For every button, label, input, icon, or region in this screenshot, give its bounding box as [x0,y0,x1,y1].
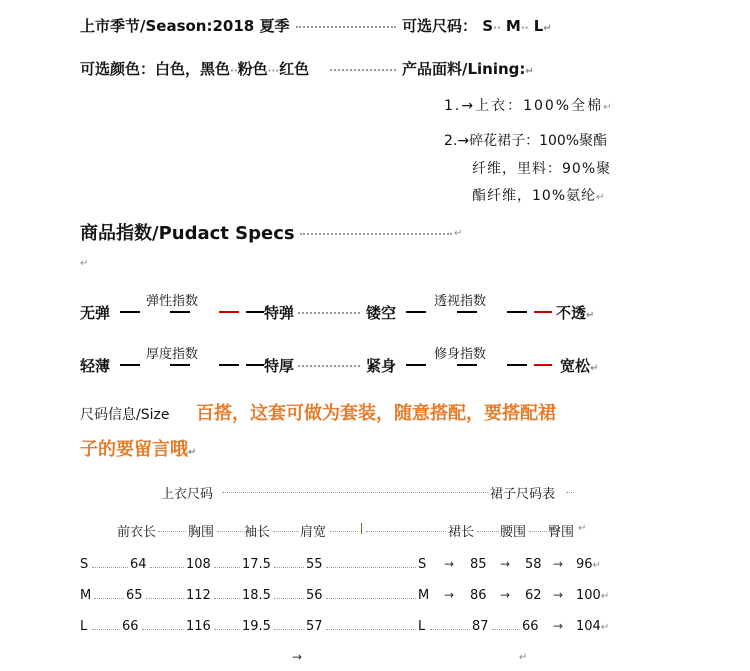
spec-transparency-title: 透视指数 [434,294,487,309]
fabric-line-1: 1.→上衣：100%全棉↵ [444,98,614,114]
cell-chest: 108 [186,557,211,572]
tab-arrow: → [553,588,564,602]
dotted-leader [146,598,184,599]
return-mark: ↵ [454,228,463,239]
top-size-title: 上衣尺码 [161,487,214,502]
row-skirt-size-l: L [418,619,426,634]
dotted-leader [158,531,186,532]
size-info-label: 尺码信息/Size [80,407,170,423]
tab-arrow: → [553,557,564,571]
tab-arrow: → [444,557,455,571]
spec-elasticity-low: 无弹 [80,304,111,322]
dotted-leader [222,492,488,493]
dotted-leader [298,312,360,314]
fabric-label: 产品面料/Lining:↵ [402,60,534,78]
scale-dash [457,364,477,366]
specs-title: 商品指数/Pudact Specs [80,223,295,244]
dotted-leader [477,531,499,532]
cell-hip: 100↵ [576,588,610,603]
tab-arrow: → [500,588,511,602]
scale-marker-selected [534,311,552,313]
fabric-line-3: 纤维，里料：90%聚 [472,161,612,177]
dotted-leader [274,598,304,599]
cell-waist: 58 [525,557,542,572]
tab-arrow: → [292,650,303,664]
tab-arrow: → [553,619,564,633]
dotted-leader [529,531,547,532]
scale-marker-selected [219,311,239,313]
season-value: 2018 夏季 [212,17,290,35]
scale-dash [120,311,140,313]
scale-dash [170,364,190,366]
cell-front-length: 65 [126,588,143,603]
cell-skirt-length: 87 [472,619,489,634]
header-sleeve: 袖长 [244,525,271,540]
scale-dash [406,364,426,366]
dotted-leader [298,365,360,367]
size-option-s: S [482,17,494,35]
dotted-leader [366,531,446,532]
color-red: 红色 [279,60,310,78]
header-front-length: 前衣长 [117,525,157,540]
scale-dash [246,364,264,366]
cell-shoulder: 57 [306,619,323,634]
dotted-leader [330,69,396,71]
dotted-leader [217,531,243,532]
cell-shoulder: 56 [306,588,323,603]
color-pink: 粉色 [237,60,268,78]
cell-chest: 116 [186,619,211,634]
cell-sleeve: 17.5 [242,557,271,572]
size-note-line-2: 子的要留言哦↵ [80,439,197,460]
header-shoulder: 肩宽 [300,525,327,540]
dotted-leader [430,629,470,630]
dotted-leader [92,629,120,630]
colors-line: 可选颜色：白色，黑色··粉色···红色 [80,60,310,78]
sizes-line: 可选尺码： S·· M·· L↵ [402,17,552,35]
colors-label: 可选颜色： [80,60,156,78]
row-size-l: L [80,619,88,634]
cell-chest: 112 [186,588,211,603]
season-line [80,15,289,36]
scale-dash [507,364,527,366]
scale-dash [170,311,190,313]
colors-value: 白色，黑色 [155,60,231,78]
scale-dash [219,364,239,366]
dotted-leader [326,598,416,599]
spec-thickness-title: 厚度指数 [146,347,199,362]
dotted-leader [214,598,240,599]
cell-sleeve: 18.5 [242,588,271,603]
cell-sleeve: 19.5 [242,619,271,634]
dotted-leader [296,26,396,28]
column-separator [361,523,362,534]
size-note-line-1: 百搭，这套可做为套装，随意搭配，要搭配裙 [196,403,556,424]
cell-shoulder: 55 [306,557,323,572]
row-size-m: M [80,588,92,603]
return-mark: ↵ [519,652,528,663]
spec-thickness-high: 特厚 [264,357,295,375]
scale-dash [507,311,527,313]
scale-dash [457,311,477,313]
tab-arrow: → [444,588,455,602]
row-size-s: S [80,557,89,572]
dotted-leader [566,492,574,493]
dotted-leader [492,629,520,630]
spec-transparency-low: 镂空 [366,304,397,322]
header-waist: 腰围 [500,525,527,540]
row-skirt-size-s: S [418,557,427,572]
cell-front-length: 66 [122,619,139,634]
skirt-size-title: 裙子尺码表 [490,487,556,502]
size-option-l: L [533,17,544,35]
return-mark: ↵ [578,523,587,534]
fabric-line-4: 酯纤维，10%氨纶↵ [472,188,606,204]
header-skirt-length: 裙长 [448,525,475,540]
season-label: 上市季节/Season: [80,17,213,35]
dotted-leader [214,629,240,630]
dotted-leader [274,629,304,630]
size-option-m: M [505,17,521,35]
spec-elasticity-title: 弹性指数 [146,294,199,309]
header-hip: 臀围 [548,525,575,540]
dotted-leader [326,567,416,568]
dotted-leader [274,567,304,568]
scale-marker-selected [534,364,552,366]
dotted-leader [92,567,128,568]
return-mark: ↵ [80,258,89,269]
cell-hip: 104↵ [576,619,610,634]
spec-fit-high: 宽松↵ [560,357,599,375]
cell-front-length: 64 [130,557,147,572]
dotted-leader [150,567,184,568]
spec-fit-low: 紧身 [366,357,397,375]
spec-thickness-low: 轻薄 [80,357,111,375]
dotted-leader [273,531,299,532]
dotted-leader [214,567,240,568]
cell-hip: 96↵ [576,557,601,572]
row-skirt-size-m: M [418,588,430,603]
dotted-leader [326,629,416,630]
dotted-leader [300,233,452,235]
return-mark: ↵ [543,23,552,34]
cell-waist: 62 [525,588,542,603]
cell-waist: 66 [522,619,539,634]
spec-elasticity-high: 特弹 [264,304,295,322]
dotted-leader [142,629,184,630]
cell-skirt-length: 85 [470,557,487,572]
dotted-leader [330,531,358,532]
tab-arrow: → [500,557,511,571]
scale-dash [246,311,264,313]
header-chest: 胸围 [188,525,215,540]
scale-dash [406,311,426,313]
spec-transparency-high: 不透↵ [556,304,595,322]
spec-fit-title: 修身指数 [434,347,487,362]
cell-skirt-length: 86 [470,588,487,603]
fabric-line-2: 2.→碎花裙子：100%聚酯 [444,133,608,149]
sizes-label: 可选尺码： [402,17,478,35]
scale-dash [120,364,140,366]
dotted-leader [94,598,124,599]
